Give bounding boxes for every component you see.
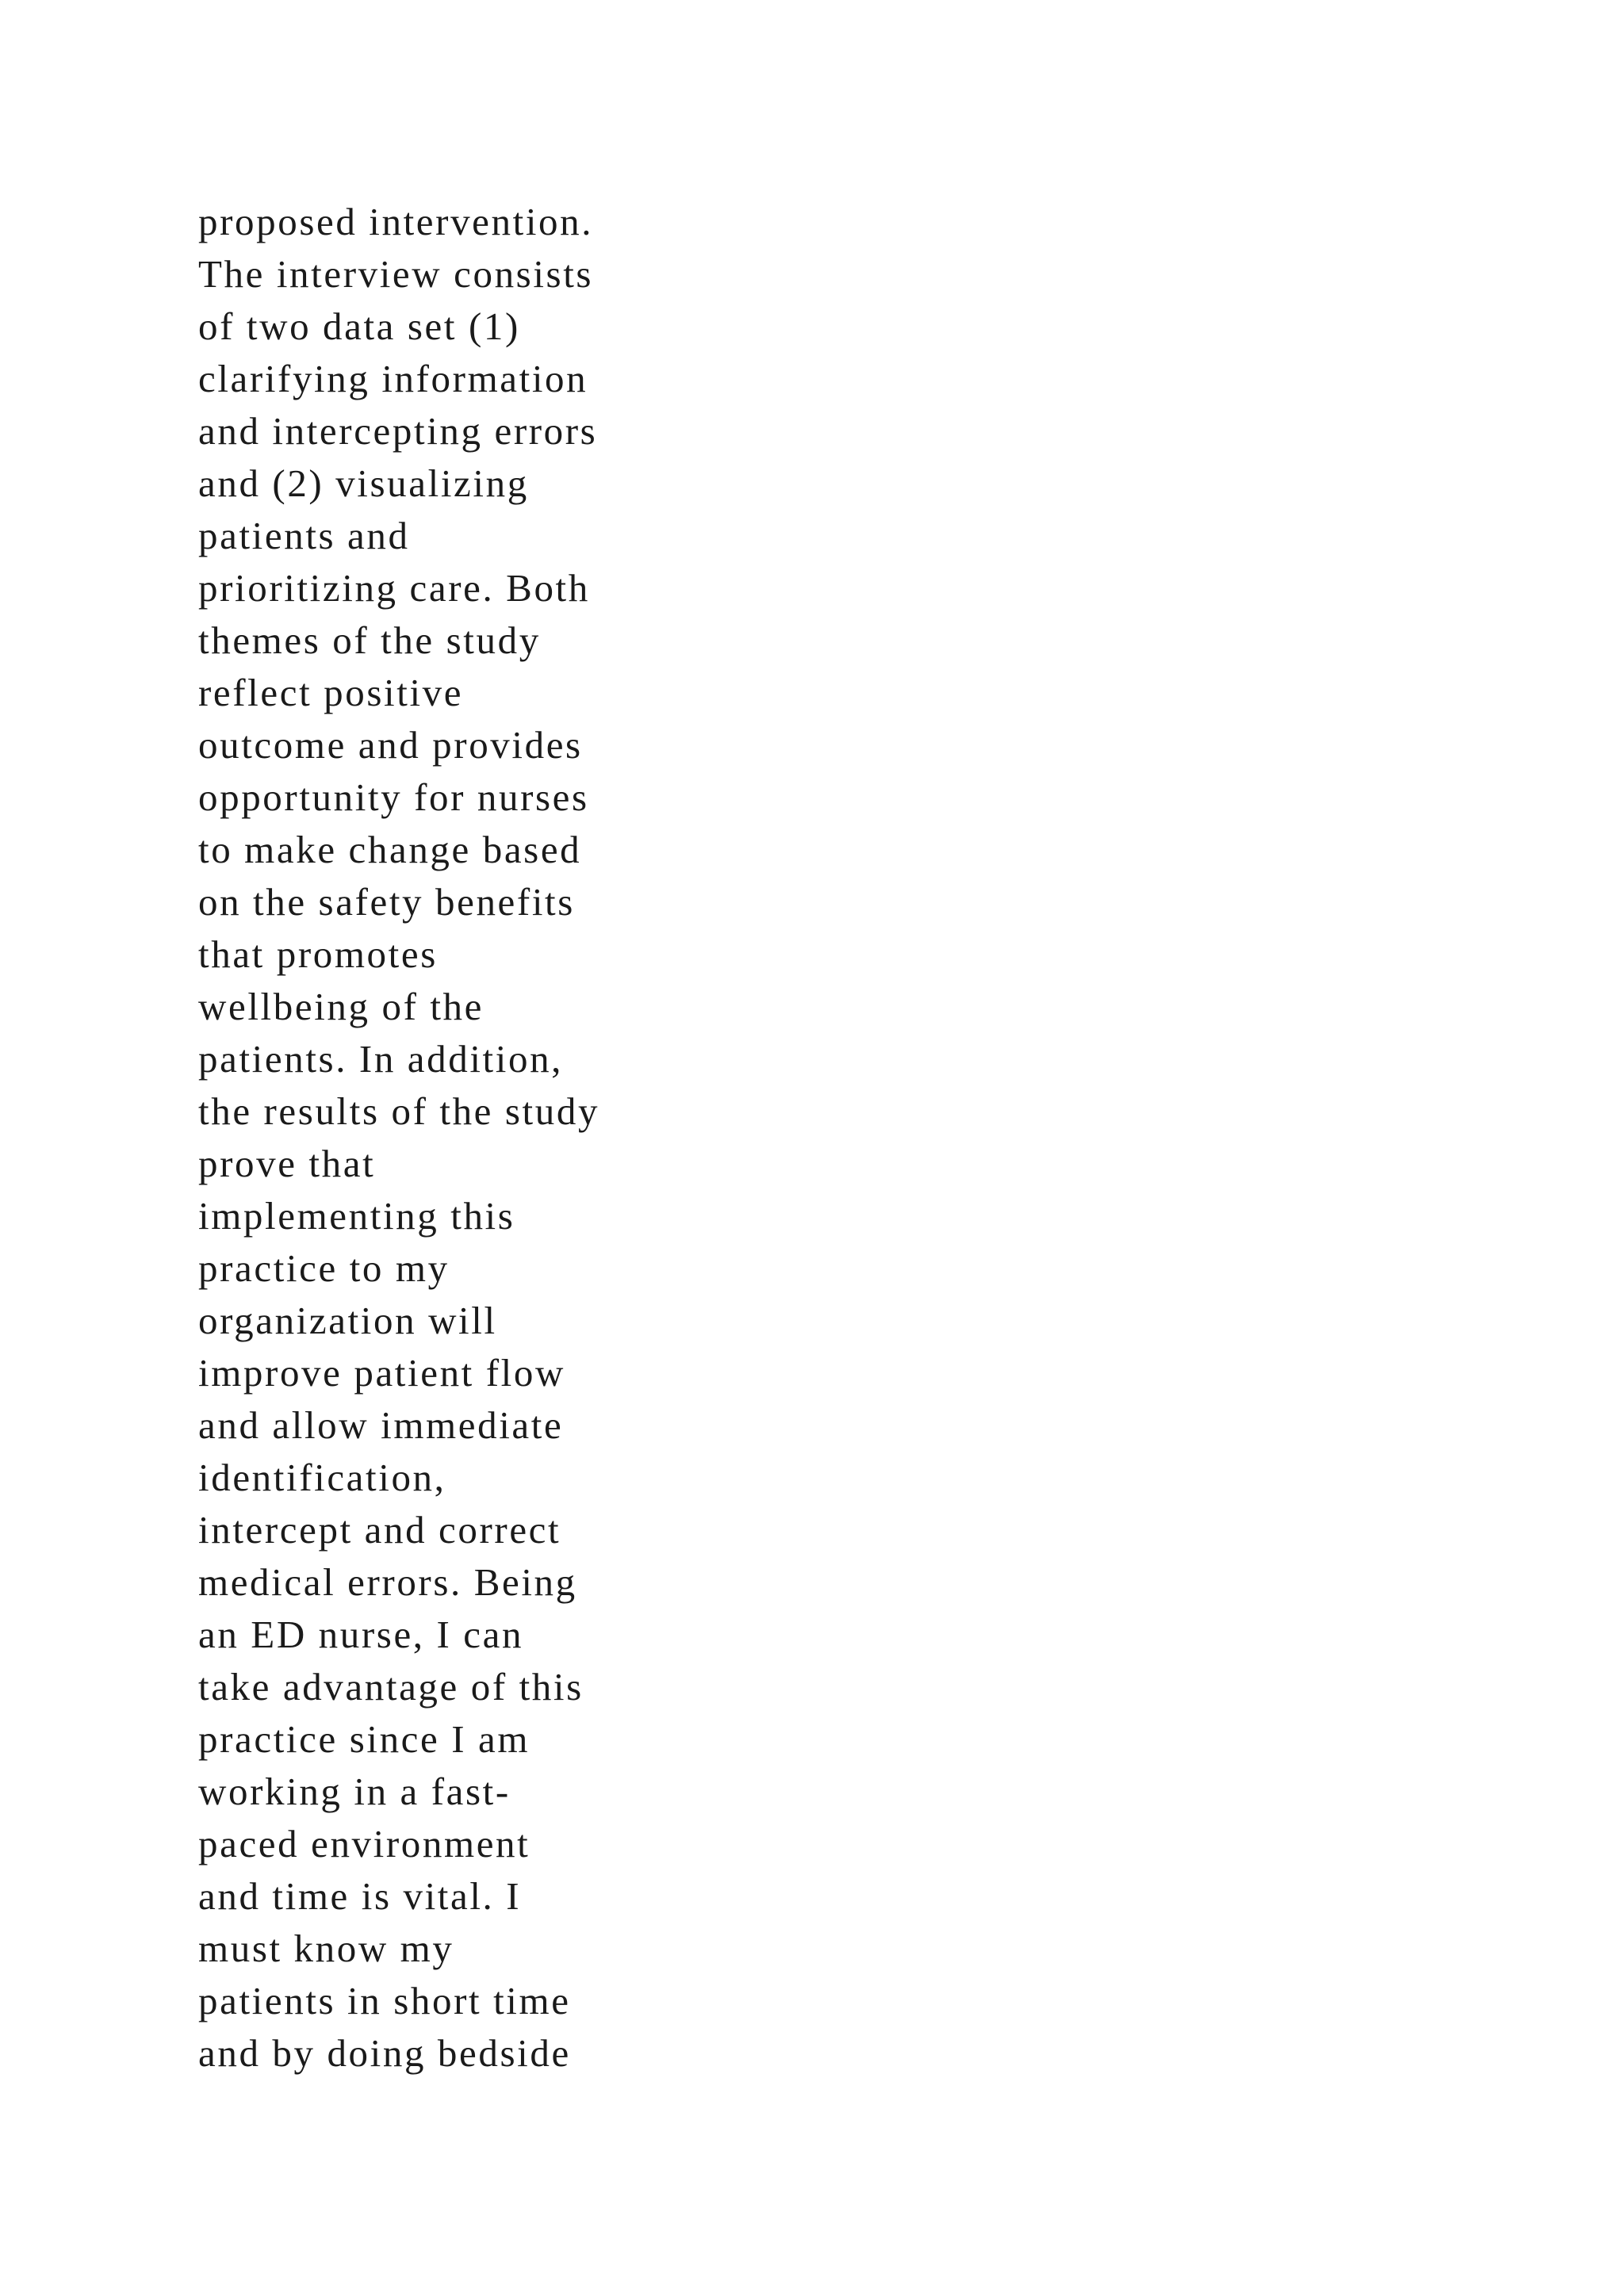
text-line: opportunity for nurses bbox=[198, 775, 589, 819]
text-line: and allow immediate bbox=[198, 1403, 564, 1447]
text-line: The interview consists bbox=[198, 252, 594, 296]
text-line: reflect positive bbox=[198, 671, 464, 714]
text-line: themes of the study bbox=[198, 618, 541, 662]
text-line: paced environment bbox=[198, 1822, 530, 1866]
text-line: intercept and correct bbox=[198, 1508, 561, 1552]
text-line: implementing this bbox=[198, 1194, 515, 1238]
text-line: clarifying information bbox=[198, 357, 588, 400]
text-line: of two data set (1) bbox=[198, 304, 520, 348]
text-line: prioritizing care. Both bbox=[198, 566, 590, 610]
text-line: and time is vital. I bbox=[198, 1874, 522, 1918]
text-line: to make change based bbox=[198, 828, 582, 871]
text-line: identification, bbox=[198, 1456, 446, 1499]
text-line: patients in short time bbox=[198, 1979, 571, 2022]
text-line: working in a fast- bbox=[198, 1770, 511, 1813]
body-text bbox=[198, 196, 690, 2080]
text-line: on the safety benefits bbox=[198, 880, 575, 924]
text-line: patients. In addition, bbox=[198, 1037, 564, 1081]
text-line: practice to my bbox=[198, 1246, 450, 1290]
text-line: patients and bbox=[198, 514, 410, 557]
text-line: and intercepting errors bbox=[198, 409, 598, 453]
text-line: that promotes bbox=[198, 932, 438, 976]
text-line: take advantage of this bbox=[198, 1665, 584, 1709]
text-line: medical errors. Being bbox=[198, 1560, 577, 1604]
text-line: must know my bbox=[198, 1927, 454, 1970]
text-line: and by doing bedside bbox=[198, 2031, 571, 2075]
text-line: the results of the study bbox=[198, 1089, 600, 1133]
text-line: improve patient flow bbox=[198, 1351, 565, 1395]
text-line: practice since I am bbox=[198, 1717, 530, 1761]
text-line: an ED nurse, I can bbox=[198, 1613, 524, 1656]
text-line: proposed intervention. bbox=[198, 200, 594, 243]
text-line: organization will bbox=[198, 1299, 497, 1342]
text-line: prove that bbox=[198, 1142, 376, 1185]
text-line: and (2) visualizing bbox=[198, 461, 529, 505]
text-line: outcome and provides bbox=[198, 723, 583, 767]
text-line: wellbeing of the bbox=[198, 985, 485, 1028]
